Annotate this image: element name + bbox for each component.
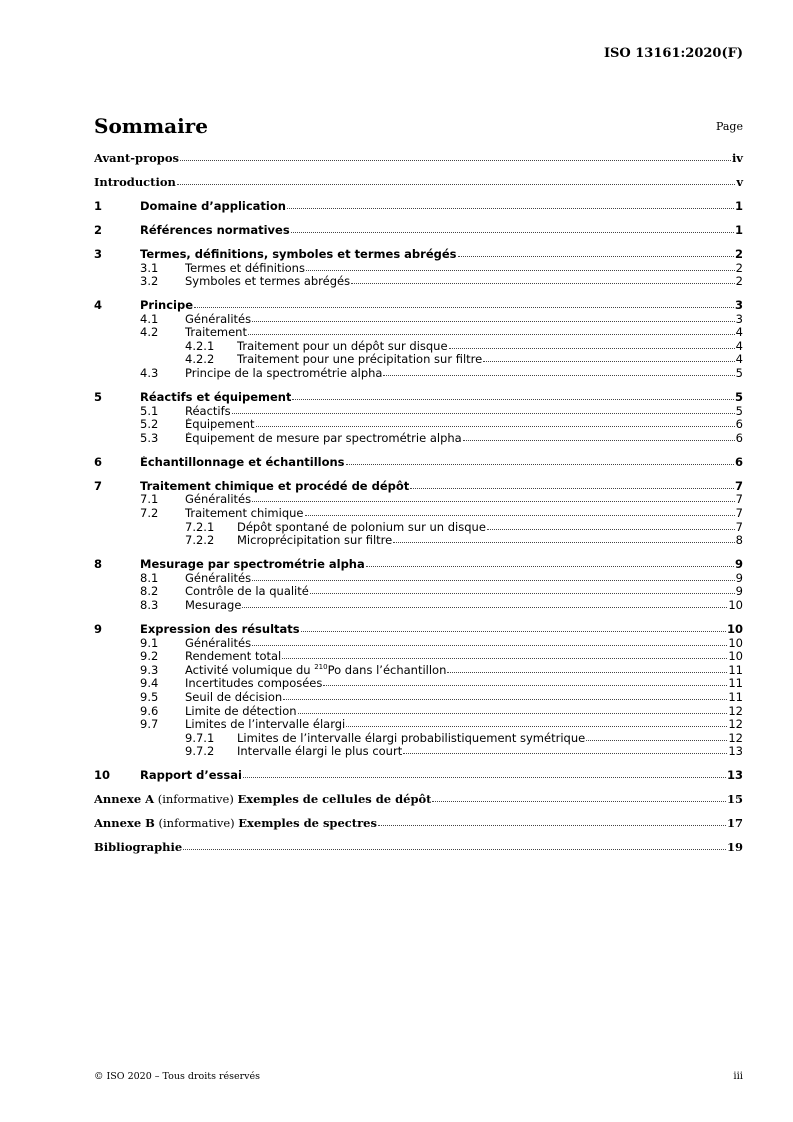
toc-dot-leader [378, 825, 726, 826]
toc-entry-page: 9 [735, 584, 743, 599]
toc-entry-number: 8.3 [140, 597, 159, 612]
toc-dot-leader [463, 440, 735, 441]
toc-dot-leader [183, 849, 726, 850]
toc-entry-page: 19 [726, 840, 743, 855]
toc-entry-number: 9.7 [140, 717, 159, 732]
toc-entry-page: 6 [734, 454, 743, 469]
toc-entry-number: 6 [94, 454, 103, 469]
toc-dot-leader [403, 753, 727, 754]
toc-dot-leader [351, 283, 735, 284]
toc-entry-number: 9.7.1 [185, 730, 215, 745]
toc-entry-number: 9.1 [140, 635, 159, 650]
toc-entry-number: 8 [94, 557, 103, 572]
toc-entry-page: 7 [735, 519, 743, 534]
toc-entry[interactable] [94, 534, 743, 548]
toc-entry[interactable] [94, 176, 743, 190]
toc-entry-number: 5.3 [140, 430, 159, 445]
toc-entry-title: Traitement chimique et procédé de dépôt [140, 479, 410, 493]
toc-dot-leader [283, 699, 727, 700]
toc-entry[interactable] [94, 432, 743, 446]
toc-entry-title: Équipement [185, 418, 255, 432]
toc-entry[interactable] [94, 224, 743, 238]
toc-entry-number: 5.2 [140, 417, 159, 432]
toc-entry-page: 2 [735, 274, 743, 289]
toc-entry[interactable] [94, 248, 743, 262]
toc-entry-title: Limites de l’intervalle élargi probabilistiquement symétrique [237, 731, 586, 745]
toc-entry[interactable] [94, 340, 743, 354]
toc-dot-leader [310, 593, 735, 594]
toc-entry[interactable] [94, 718, 743, 732]
toc-dot-leader [346, 464, 734, 465]
toc-entry-number: 8.2 [140, 584, 159, 599]
toc-entry-title: Incertitudes composées [185, 677, 323, 691]
toc-entry-number: 3.2 [140, 274, 159, 289]
toc-entry-page: 1 [734, 198, 743, 213]
toc-entry-title: Mesurage [185, 598, 242, 612]
toc-entry-title: Rendement total [185, 650, 282, 664]
toc-dot-leader [180, 160, 731, 161]
toc-entry-number: 4.2 [140, 325, 159, 340]
toc-dot-leader [323, 685, 727, 686]
toc-entry-title: Domaine d’application [140, 199, 286, 213]
toc-entry-title: Annexe A (informative) Exemples de cellules de dépôt [94, 793, 432, 807]
toc-entry[interactable] [94, 391, 743, 405]
toc-dot-leader [252, 645, 727, 646]
toc-entry-title: Mesurage par spectrométrie alpha [140, 558, 365, 572]
toc-entry[interactable] [94, 623, 743, 637]
toc-entry-title: Références normatives [140, 223, 290, 237]
toc-entry-title: Termes et définitions [185, 261, 305, 275]
toc-entry-title: Dépôt spontané de polonium sur un disque [237, 520, 486, 534]
toc-entry-number: 3.1 [140, 260, 159, 275]
toc-entry-page: 13 [726, 768, 743, 783]
toc-entry-page: 6 [735, 417, 743, 432]
toc-dot-leader [458, 256, 734, 257]
toc-entry[interactable] [94, 313, 743, 327]
toc-entry-title: Symboles et termes abrégés [185, 275, 351, 289]
toc-entry-page: 4 [735, 352, 743, 367]
table-of-contents [94, 152, 743, 855]
toc-entry-number: 10 [94, 768, 111, 783]
toc-dot-leader [366, 566, 734, 567]
toc-entry[interactable] [94, 367, 743, 381]
toc-entry[interactable] [94, 664, 743, 678]
toc-entry-page: 11 [728, 676, 743, 691]
toc-entry-title: Échantillonnage et échantillons [140, 455, 345, 469]
toc-entry-title: Généralités [185, 493, 252, 507]
toc-entry-page: 2 [735, 260, 743, 275]
toc-entry-title: Intervalle élargi le plus court [237, 745, 403, 759]
toc-entry-number: 9.3 [140, 662, 159, 677]
toc-entry[interactable] [94, 769, 743, 783]
toc-dot-leader [447, 672, 727, 673]
toc-dot-leader [248, 334, 735, 335]
toc-entry-number: 7 [94, 478, 103, 493]
toc-dot-leader [194, 307, 734, 308]
toc-entry-title: Avant-propos [94, 152, 179, 165]
toc-entry-title: Principe de la spectrométrie alpha [185, 367, 383, 381]
toc-entry[interactable] [94, 558, 743, 572]
toc-dot-leader [487, 529, 735, 530]
toc-entry-page: 12 [728, 730, 743, 745]
toc-entry-title: Équipement de mesure par spectrométrie alpha [185, 431, 462, 445]
toc-entry-page: 6 [735, 430, 743, 445]
toc-entry[interactable] [94, 480, 743, 494]
toc-entry[interactable] [94, 152, 743, 166]
footer-page-number: iii [733, 1071, 743, 1082]
toc-entry-number: 9.2 [140, 649, 159, 664]
toc-entry-title: Limite de détection [185, 704, 297, 718]
toc-entry-number: 5 [94, 390, 103, 405]
toc-entry-title: Seuil de décision [185, 690, 283, 704]
toc-entry-title: Termes, définitions, symboles et termes abrégés [140, 247, 457, 261]
toc-entry-number: 9 [94, 621, 103, 636]
toc-dot-leader [232, 413, 735, 414]
toc-entry-number: 4.1 [140, 311, 159, 326]
toc-entry-number: 4.3 [140, 366, 159, 381]
footer-copyright: © ISO 2020 – Tous droits réservés [94, 1071, 261, 1082]
toc-entry[interactable] [94, 650, 743, 664]
toc-dot-leader [291, 232, 734, 233]
toc-entry-title: Annexe B (informative) Exemples de spectres [94, 817, 377, 831]
toc-entry-number: 4.2.2 [185, 352, 215, 367]
toc-dot-leader [432, 801, 726, 802]
toc-entry-number: 8.1 [140, 570, 159, 585]
toc-entry[interactable] [94, 507, 743, 521]
toc-entry-number: 3 [94, 246, 103, 261]
toc-entry[interactable] [94, 262, 743, 276]
toc-entry-title: Généralités [185, 571, 252, 585]
toc-dot-leader [256, 426, 735, 427]
toc-dot-leader [242, 607, 727, 608]
page-column-label: Page [715, 120, 743, 133]
toc-entry-page: 11 [728, 662, 743, 677]
toc-entry-page: 13 [728, 744, 743, 759]
toc-entry-title: Rapport d’essai [140, 769, 242, 783]
toc-entry-page: 17 [726, 816, 743, 831]
toc-entry-title: Traitement chimique [185, 507, 304, 520]
toc-entry[interactable] [94, 275, 743, 289]
toc-entry[interactable] [94, 572, 743, 586]
toc-entry-title: Expression des résultats [140, 622, 300, 636]
toc-entry[interactable] [94, 521, 743, 535]
toc-entry[interactable] [94, 745, 743, 759]
toc-entry-page: 5 [734, 390, 743, 405]
toc-dot-leader [306, 270, 735, 271]
toc-entry-title: Traitement [185, 326, 247, 340]
toc-entry-page: 5 [735, 403, 743, 418]
toc-entry-title: Microprécipitation sur filtre [237, 534, 393, 548]
toc-entry[interactable] [94, 200, 743, 214]
toc-entry-page: 15 [726, 792, 743, 807]
toc-entry-page: v [736, 174, 743, 189]
toc-entry-page: 9 [735, 570, 743, 585]
toc-entry-title: Contrôle de la qualité [185, 585, 309, 599]
toc-entry[interactable] [94, 691, 743, 705]
toc-dot-leader [292, 399, 734, 400]
toc-entry[interactable] [94, 793, 743, 807]
toc-entry-title: Activité volumique du $^{210}$Po dans l’échantillon [185, 663, 447, 677]
toc-entry-page: 10 [726, 621, 743, 636]
toc-entry-page: 3 [735, 311, 743, 326]
toc-entry-page: 7 [735, 506, 743, 520]
toc-entry[interactable] [94, 418, 743, 432]
toc-entry-page: 10 [728, 597, 743, 612]
toc-dot-leader [177, 184, 735, 185]
toc-entry-page: 10 [728, 635, 743, 650]
toc-dot-leader [301, 631, 726, 632]
toc-entry-page: 12 [728, 717, 743, 732]
toc-entry-page: 3 [734, 298, 743, 313]
toc-dot-leader [383, 375, 734, 376]
toc-entry-page: 5 [735, 366, 743, 381]
toc-dot-leader [346, 726, 727, 727]
toc-entry-number: 9.6 [140, 703, 159, 718]
toc-entry-number: 1 [94, 198, 103, 213]
toc-entry[interactable] [94, 405, 743, 419]
toc-dot-leader [252, 501, 735, 502]
toc-entry[interactable] [94, 599, 743, 613]
toc-dot-leader [287, 208, 734, 209]
standard-reference: ISO 13161:2020(F) [603, 46, 743, 61]
toc-dot-leader [252, 321, 735, 322]
toc-dot-leader [393, 542, 734, 543]
toc-entry[interactable] [94, 585, 743, 599]
toc-entry-number: 9.7.2 [185, 744, 215, 759]
toc-entry-title: Bibliographie [94, 841, 183, 855]
toc-entry-title: Réactifs et équipement [140, 391, 292, 405]
toc-dot-leader [243, 777, 726, 778]
toc-entry[interactable] [94, 456, 743, 470]
toc-dot-leader [483, 361, 734, 362]
toc-entry-title: Principe [140, 299, 194, 313]
toc-entry-page: 4 [735, 338, 743, 353]
toc-entry-number: 7.2.2 [185, 533, 215, 548]
toc-entry-number: 7.2 [140, 506, 159, 520]
toc-dot-leader [410, 488, 734, 489]
toc-entry-title: Réactifs [185, 404, 231, 418]
toc-entry-page: 1 [734, 222, 743, 237]
toc-entry-number: 7.1 [140, 492, 159, 507]
toc-entry-number: 9.4 [140, 676, 159, 691]
toc-entry-page: 8 [735, 533, 743, 548]
toc-dot-leader [305, 515, 735, 516]
toc-entry-title: Introduction [94, 175, 176, 189]
toc-dot-leader [298, 713, 728, 714]
toc-entry-page: 7 [735, 492, 743, 507]
toc-entry[interactable] [94, 299, 743, 313]
toc-entry-number: 4.2.1 [185, 338, 215, 353]
toc-entry[interactable] [94, 732, 743, 746]
toc-entry-title: Généralités [185, 312, 252, 326]
toc-dot-leader [282, 658, 727, 659]
toc-entry[interactable] [94, 637, 743, 651]
toc-entry[interactable] [94, 705, 743, 719]
toc-entry-page: 10 [728, 649, 743, 664]
toc-entry-number: 2 [94, 222, 103, 237]
toc-entry-title: Traitement pour une précipitation sur filtre [237, 353, 483, 367]
toc-entry-page: 4 [735, 325, 743, 340]
toc-entry-title: Traitement pour un dépôt sur disque [237, 339, 448, 353]
toc-dot-leader [586, 740, 727, 741]
toc-entry-number: 5.1 [140, 403, 159, 418]
toc-dot-leader [449, 348, 735, 349]
toc-entry-title: Généralités [185, 636, 252, 650]
toc-entry[interactable] [94, 677, 743, 691]
page-title: Sommaire [94, 114, 208, 138]
toc-entry-page: 7 [734, 478, 743, 493]
toc-entry-title: Limites de l’intervalle élargi [185, 718, 346, 732]
toc-entry[interactable] [94, 817, 743, 831]
toc-entry-number: 7.2.1 [185, 519, 215, 534]
toc-entry[interactable] [94, 493, 743, 507]
toc-entry-number: 9.5 [140, 689, 159, 704]
toc-entry-page: 12 [728, 703, 743, 718]
toc-entry-page: 2 [734, 246, 743, 261]
toc-entry-page: iv [731, 151, 743, 165]
toc-entry-page: 9 [734, 557, 743, 572]
toc-entry[interactable] [94, 326, 743, 340]
toc-dot-leader [252, 580, 735, 581]
toc-entry[interactable] [94, 353, 743, 367]
toc-entry-number: 4 [94, 298, 103, 313]
toc-entry[interactable] [94, 841, 743, 855]
toc-entry-page: 11 [728, 689, 743, 704]
